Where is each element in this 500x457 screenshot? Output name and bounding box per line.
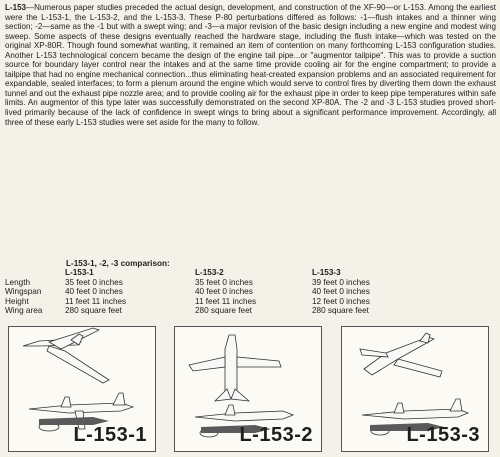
table-row — [5, 278, 422, 288]
table-row — [5, 306, 422, 316]
comparison-header-row — [5, 268, 422, 278]
panel-label-l-153-1: L-153-1 — [73, 424, 147, 446]
intro-paragraph — [5, 3, 496, 127]
header-spacer — [5, 268, 65, 278]
cell: 40 feet 0 inches — [65, 287, 123, 297]
cell: 280 square feet — [65, 306, 122, 316]
cell: 280 square feet — [195, 306, 252, 316]
cell: 35 feet 0 inches — [195, 277, 253, 287]
comparison-title: L-153-1, -2, -3 comparison: — [66, 259, 170, 268]
cell: 39 feet 0 inches — [312, 277, 370, 287]
cell: 280 square feet — [312, 306, 369, 316]
panel-label-l-153-2: L-153-2 — [239, 424, 313, 446]
panel-l-153-1 — [8, 326, 156, 452]
cell: 11 feet 11 inches — [195, 296, 257, 306]
column-header-3: L-153-3 — [312, 268, 341, 277]
row-label: Height — [5, 296, 29, 306]
row-label: Wingspan — [5, 287, 42, 297]
table-row — [5, 297, 422, 307]
intro-heading: L-153 — [5, 3, 27, 12]
panel-l-153-3 — [341, 326, 489, 452]
cell: 40 feet 0 inches — [312, 287, 370, 297]
cell: 40 feet 0 inches — [195, 287, 253, 297]
cell: 11 feet 11 inches — [65, 296, 127, 306]
comparison-table — [5, 268, 422, 316]
table-row — [5, 287, 422, 297]
intro-body: —Numerous paper studies preceded the actual design, development, and construction of the XF-90—or L-153. Among the earliest were the L-153-1, the L-153-2, and the L-153-3. These P-80 perturbations differed as follows: -1—flush intakes and a thinner wing section; -2—same as the -1 but with a swept wing; and -3—a major revision of the basic design including a new engine and modest wing sweep. Some aspects of these designs eventually reached the hardware stage, including the flush intake—which was tested on the original XP-80R. Though found somewhat wanting, it remained an item of contention on many forthcoming L-153 configuration studies. Another L-153 technological concern became the design of the engine tail pipe...or "augmentor tailpipe". This was to provide a suction source for boundary layer control near the intakes and at the same time provide cooling air for the engine compartment; to provide a tailpipe that had no engine mechanical connection...thus eliminating heat-created expansion problems and an associated requirement for expandable, sealed interfaces; to form a plenum around the engine which would serve to control fires by diverting them down the exhaust tunnel and out the exhaust pipe nozzle area; and to provide cooling air for the exhaust pipe in order to keep pipe temperatures within safe limits. An augmentor of this type later was successfully demonstrated on the second XP-80A. The -2 and -3 L-153 studies proved short-lived primarily because of the lack of confidence in swept wings to bring about a significant performance improvement. Accordingly, all three of these early L-153 studies were set aside for the many to follow. — [5, 3, 496, 127]
column-header-2: L-153-2 — [195, 268, 224, 277]
row-label: Length — [5, 277, 31, 287]
column-header-1: L-153-1 — [65, 268, 94, 277]
row-label: Wing area — [5, 306, 43, 316]
panel-label-l-153-3: L-153-3 — [406, 424, 480, 446]
panel-l-153-2 — [174, 326, 322, 452]
cell: 35 feet 0 inches — [65, 277, 123, 287]
cell: 12 feet 0 inches — [312, 296, 370, 306]
